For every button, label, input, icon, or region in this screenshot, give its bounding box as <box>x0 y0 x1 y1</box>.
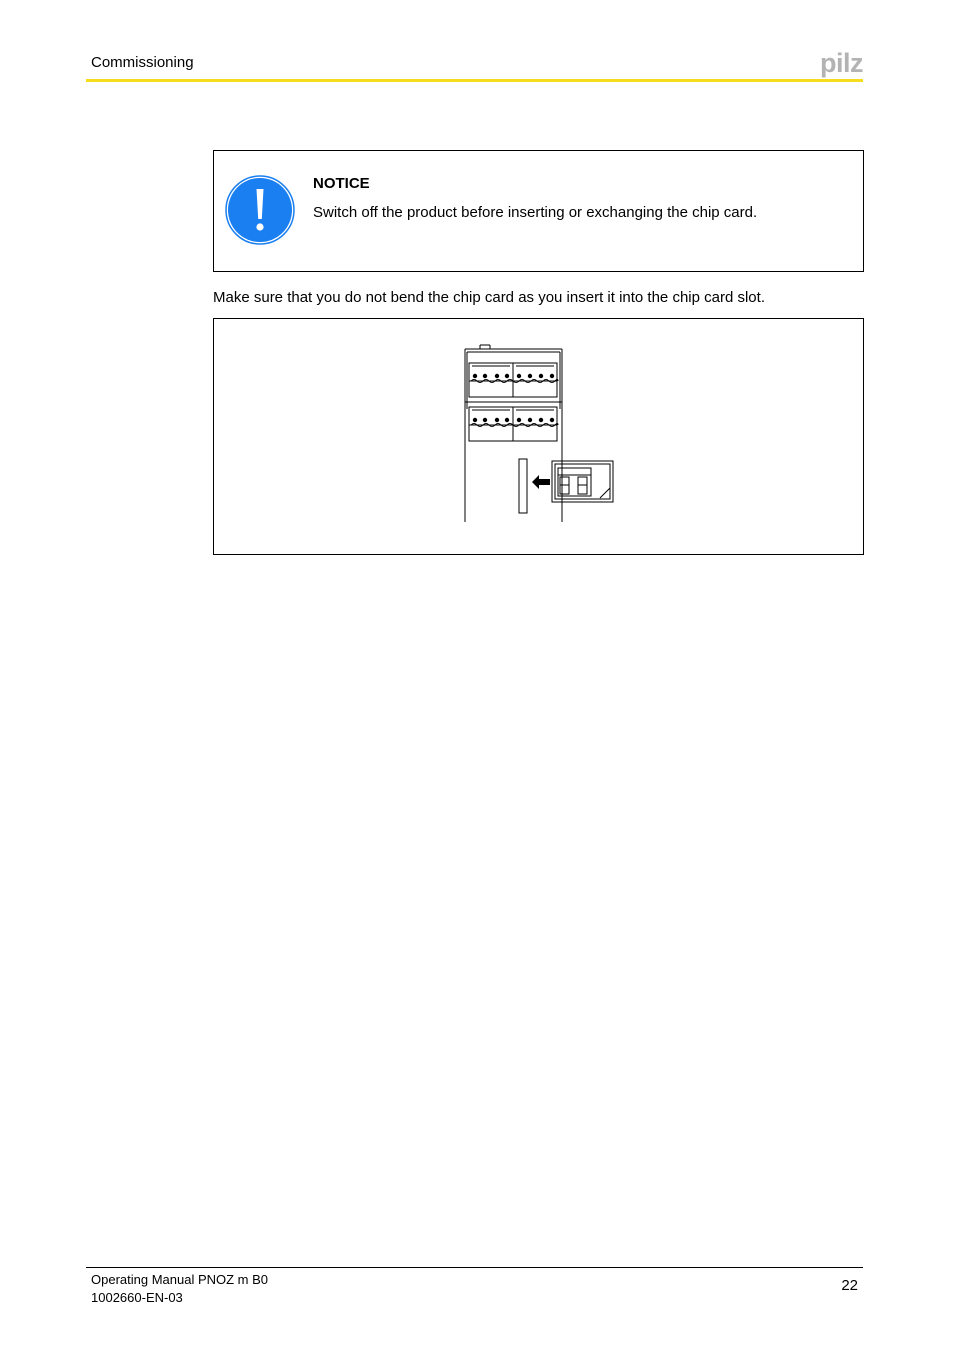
chip-card-slot-icon <box>519 459 527 513</box>
pilz-logo: pilz <box>820 48 863 78</box>
insert-arrow-icon <box>532 475 550 489</box>
page-number: 22 <box>841 1277 858 1294</box>
document-number: 1002660-EN-03 <box>91 1290 183 1305</box>
chip-card-figure <box>213 318 864 555</box>
terminal-block-icon <box>469 363 558 397</box>
exclamation-circle-icon <box>225 175 295 245</box>
notice-box <box>213 150 864 272</box>
notice-heading: NOTICE <box>313 175 370 192</box>
chip-card-icon <box>552 461 613 502</box>
notice-text: Switch off the product before inserting or exchanging the chip card. <box>313 204 758 221</box>
terminal-block-icon <box>469 407 558 441</box>
footer-divider <box>86 1267 863 1268</box>
instruction-text: Make sure that you do not bend the chip card as you insert it into the chip card slot. <box>213 289 765 306</box>
manual-title: Operating Manual PNOZ m B0 <box>91 1272 269 1287</box>
section-title: Commissioning <box>91 54 194 71</box>
header-divider <box>86 79 863 82</box>
chip-card-insertion-illustration <box>214 319 863 554</box>
